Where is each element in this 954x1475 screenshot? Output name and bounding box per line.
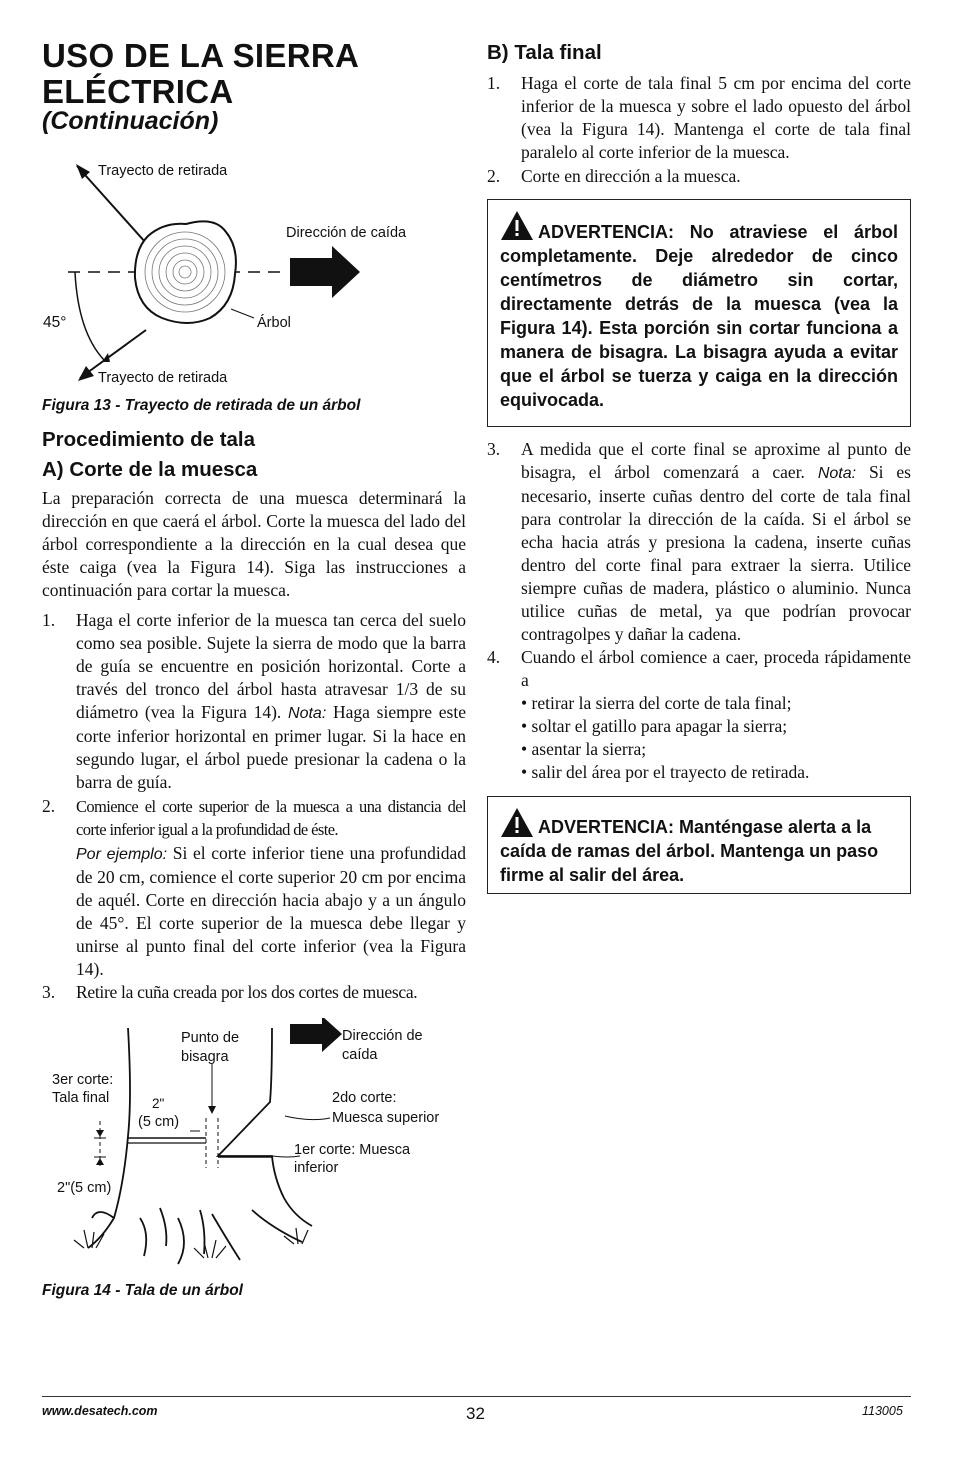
- second-cut-pointer: [285, 1116, 330, 1120]
- step-text: Haga el corte inferior de la muesca tan cerca del suelo como sea posible. Sujete la sierra de modo que la barra de guía se encuentre en posición horizontal. Corte a través del tronco del árbol hasta atravesar 1/3 de su diámetro (vea la Figura 14).: [76, 610, 466, 722]
- label-fall-direction: Dirección de caída: [286, 225, 407, 241]
- step-text: Retire la cuña creada por los dos cortes de muesca.: [76, 982, 418, 1002]
- tree-stump-icon: [135, 221, 236, 323]
- label-two-inch-bottom: 2"(5 cm): [57, 1180, 112, 1196]
- warning-text-2: ADVERTENCIA: Manténgase alerta a la caída de ramas del árbol. Mantenga un paso firme al salir del área.: [500, 817, 879, 885]
- example-label: Por ejemplo:: [76, 846, 168, 863]
- step-number: 2.: [487, 166, 501, 186]
- bullet-icon: •: [521, 762, 532, 782]
- note-text: Si es necesario, inserte cuñas dentro del corte de tala final para controlar la dirección de la caída. Si el árbol se echa hacia atrás y presiona la cadena, inserte cuñas dentro del corte final para extraer la sierra. Utilice siempre cuñas de madera, plástico o aluminio. Nunca utilice cuñas de metal, ya que podrían provocar contragolpes y dañar la cadena.: [521, 462, 911, 644]
- footer-url: www.desatech.com: [42, 1404, 158, 1418]
- label-two-inch-top-a: 2": [152, 1096, 165, 1111]
- step-text: Corte en dirección a la muesca.: [521, 166, 741, 186]
- retreat-arrow-bottom: [78, 366, 94, 381]
- bullet-item: • asentar la sierra;: [521, 739, 647, 759]
- figure-13-diagram: [40, 150, 470, 395]
- warning-box-2: [487, 796, 911, 894]
- fall-direction-arrow-icon: [290, 246, 360, 298]
- label-second-cut-line2: Muesca superior: [332, 1110, 440, 1126]
- warning-text-1: ADVERTENCIA: No atraviese el árbol completamente. Deje alrededor de cinco centímetros de diámetro sin cortar, directamente detrás de la muesca (vea la Figura 14). Esta porción sin cortar funciona a manera de bisagra. La bisagra ayuda a evitar que el árbol se tuerza y caiga en la dirección equivocada.: [500, 222, 898, 410]
- page-title: USO DE LA SIERRA ELÉCTRICA: [42, 37, 358, 110]
- label-two-inch-top-b: (5 cm): [138, 1114, 180, 1130]
- label-third-cut-line1: 3er corte:: [52, 1072, 114, 1088]
- label-first-cut-line2: inferior: [294, 1160, 339, 1176]
- step-number: 1.: [42, 610, 56, 630]
- notch-step-2-example: [76, 842, 466, 981]
- dim-arrow-up: [96, 1158, 104, 1165]
- label-fall-direction-line2: caída: [342, 1047, 378, 1063]
- step-number: 4.: [487, 647, 501, 667]
- falling-bullets: [521, 692, 911, 784]
- step-number: 2.: [42, 796, 56, 816]
- step-number: 3.: [42, 982, 56, 1002]
- tree-pointer-line: [231, 309, 254, 318]
- procedure-heading: Procedimiento de tala: [42, 428, 256, 451]
- fall-direction-arrow-icon: [290, 1018, 342, 1052]
- bullet-item: • soltar el gatillo para apagar la sierra;: [521, 716, 788, 736]
- label-retreat-top: Trayecto de retirada: [98, 163, 228, 179]
- dim-arrow-down: [96, 1130, 104, 1137]
- warning-box-1: [487, 199, 911, 427]
- figure-13-caption: Figura 13 - Trayecto de retirada de un árbol: [42, 397, 361, 414]
- bullet-item: • retirar la sierra del corte de tala final;: [521, 693, 792, 713]
- figure-14-caption: Figura 14 - Tala de un árbol: [42, 1282, 243, 1299]
- note-text: Haga siempre este corte inferior horizontal en primer lugar. Si la hace en segundo lugar, el árbol puede presionar la cadena o la barra de guía.: [76, 702, 466, 792]
- page-subtitle: (Continuación): [42, 107, 219, 135]
- label-first-cut-line1: 1er corte: Muesca: [294, 1142, 411, 1158]
- label-fall-direction-line1: Dirección de: [342, 1028, 423, 1044]
- bullet-icon: •: [521, 693, 532, 713]
- label-tree: Árbol: [257, 315, 291, 331]
- label-third-cut-line2: Tala final: [52, 1090, 110, 1106]
- example-text: Si el corte inferior tiene una profundidad de 20 cm, comience el corte superior 20 cm por encima de aquél. Corte en dirección hacia abajo y a un ángulo de 45°. El corte superior de la muesca debe llegar y unirse al punto final del corte inferior (vea la Figura 14).: [76, 843, 466, 979]
- label-hinge-point-line2: bisagra: [181, 1049, 229, 1065]
- step-text: Comience el corte superior de la muesca a una distancia del corte inferior igual a la profundidad de éste.: [76, 797, 466, 839]
- page-number: 32: [466, 1404, 485, 1423]
- grass-icon: [74, 1228, 308, 1258]
- figure-14-diagram: [40, 1018, 470, 1280]
- step-text: Haga el corte de tala final 5 cm por encima del corte inferior de la muesca y sobre el lado opuesto del árbol (vea la Figura 14). Mantenga el corte de tala final paralelo al corte inferior de la muesca.: [521, 73, 911, 162]
- angle-arc-arrow: [102, 353, 110, 362]
- bullet-item: • salir del área por el trayecto de retirada.: [521, 762, 810, 782]
- label-hinge-point-line1: Punto de: [181, 1030, 240, 1046]
- notch-heading: A) Corte de la muesca: [42, 458, 258, 481]
- hinge-pointer-arrow: [208, 1106, 216, 1114]
- notch-intro: La preparación correcta de una muesca determinará la dirección en que caerá el árbol. Corte la muesca del lado del árbol correspondiente a la dirección en la cual desea que éste caiga (vea la Figura 14). Siga las instrucciones a continuación para cortar la muesca.: [42, 488, 466, 600]
- step-text: Cuando el árbol comience a caer, proceda rápidamente a: [521, 647, 911, 690]
- angle-arc: [75, 272, 104, 360]
- bullet-icon: •: [521, 716, 532, 736]
- label-retreat-bottom: Trayecto de retirada: [98, 370, 228, 386]
- final-cut-heading: B) Tala final: [487, 41, 602, 64]
- label-second-cut-line1: 2do corte:: [332, 1090, 397, 1106]
- step-number: 1.: [487, 73, 501, 93]
- footer-divider: [42, 1396, 911, 1397]
- document-code: 113005: [862, 1404, 903, 1418]
- label-angle: 45°: [43, 314, 67, 331]
- bullet-icon: •: [521, 739, 532, 759]
- note-label: Nota:: [288, 705, 327, 722]
- step-number: 3.: [487, 439, 501, 459]
- step-text: A medida que el corte final se aproxime al punto de bisagra, el árbol comenzará a caer.: [521, 439, 911, 482]
- note-label: Nota:: [817, 465, 857, 482]
